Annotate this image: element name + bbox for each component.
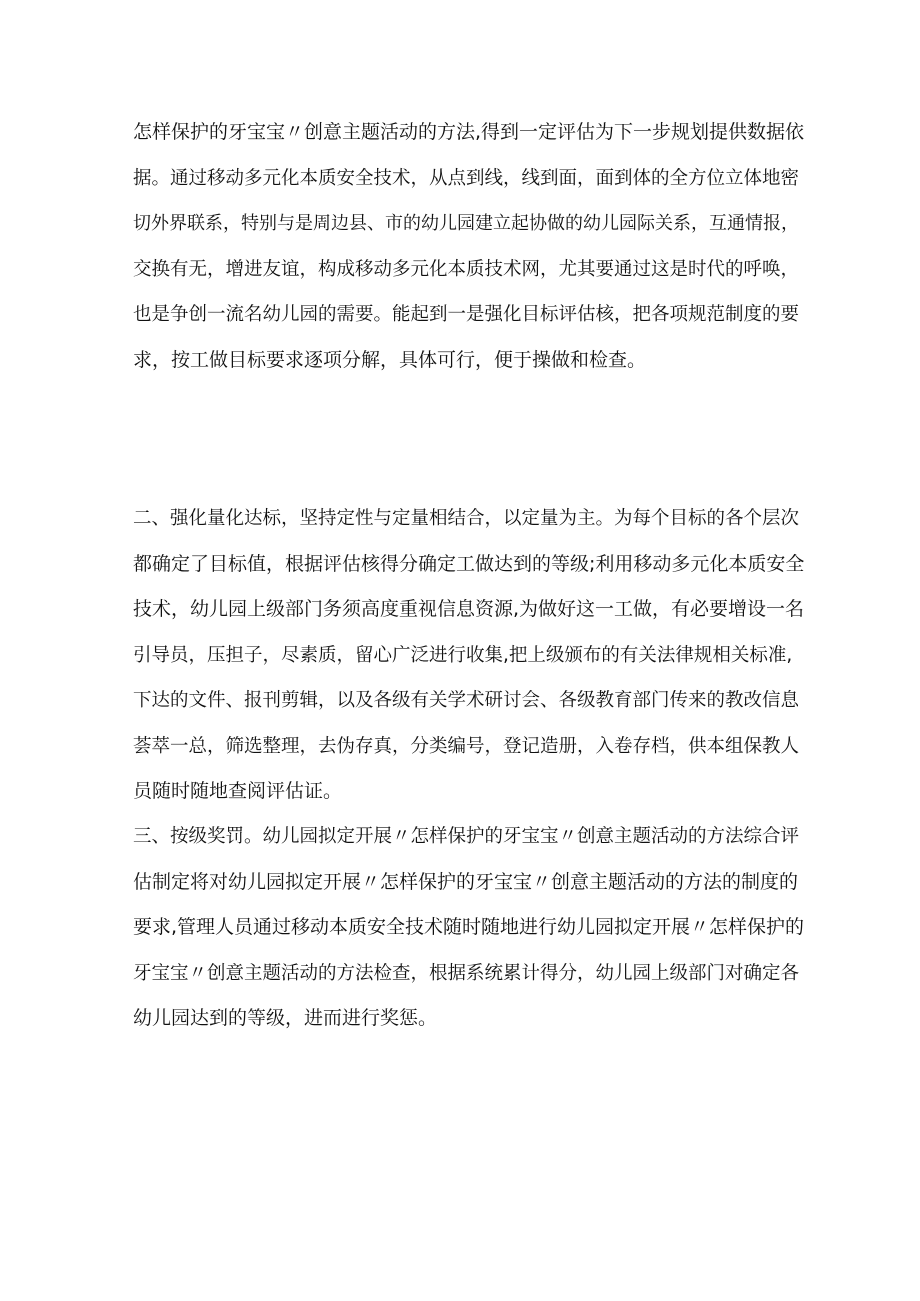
paragraph-line: 三、按级奖罚。幼儿园拟定开展〃怎样保护的牙宝宝〃创意主题活动的方法综合评 [133, 826, 800, 847]
paragraph-line: 牙宝宝〃创意主题活动的方法检查，根据系统累计得分，幼儿园上级部门对确定各 [133, 962, 800, 984]
paragraph-line: 荟萃一总，筛选整理，去伪存真，分类编号，登记造册，入卷存档，供本组保教人 [133, 735, 800, 757]
paragraph-line: 下达的文件、报刊剪辑，以及各级有关学术研讨会、各级教育部门传来的教改信息 [133, 690, 800, 711]
paragraph-line: 也是争创一流名幼儿园的需要。能起到一是强化目标评估核，把各项规范制度的要 [133, 304, 800, 325]
paragraph-1 [133, 110, 805, 383]
paragraph-line: 员随时随地查阅评估证。 [133, 780, 343, 802]
paragraph-line: 幼儿园达到的等级，进而进行奖惩。 [133, 1007, 438, 1029]
paragraph-3 [133, 814, 805, 1042]
paragraph-line: 技术，幼儿园上级部门务须高度重视信息资源,为做好这一工做，有必要增设一名 [133, 598, 805, 620]
paragraph-line: 都确定了目标值，根据评估核得分确定工做达到的等级;利用移动多元化本质安全 [133, 552, 805, 575]
paragraph-line: 求，按工做目标要求逐项分解，具体可行，便于操做和检查。 [133, 348, 647, 371]
paragraph-line: 据。通过移动多元化本质安全技术，从点到线，线到面，面到体的全方位立体地密 [133, 167, 800, 189]
paragraph-line: 引导员，压担子，尽素质，留心广泛进行收集,把上级颁布的有关法律规相关标准, [133, 644, 793, 666]
paragraph-line: 估制定将对幼儿园拟定开展〃怎样保护的牙宝宝〃创意主题活动的方法的制度的 [133, 870, 799, 893]
paragraph-line: 二、强化量化达标，坚持定性与定量相结合，以定量为主。为每个目标的各个层次 [133, 508, 800, 529]
paragraph-line: 切外界联系，特别与是周边县、市的幼儿园建立起协做的幼儿园际关系，互通情报， [133, 213, 799, 234]
paragraph-line: 交换有无，增进友谊，构成移动多元化本质技术网，尤其要通过这是时代的呼唤， [133, 258, 800, 280]
paragraph-line: 怎样保护的牙宝宝〃创意主题活动的方法,得到一定评估为下一步规划提供数据依 [133, 121, 805, 143]
paragraph-2 [133, 496, 805, 815]
paragraph-line: 要求,管理人员通过移动本质安全技术随时随地进行幼儿园拟定开展〃怎样保护的 [133, 916, 805, 938]
